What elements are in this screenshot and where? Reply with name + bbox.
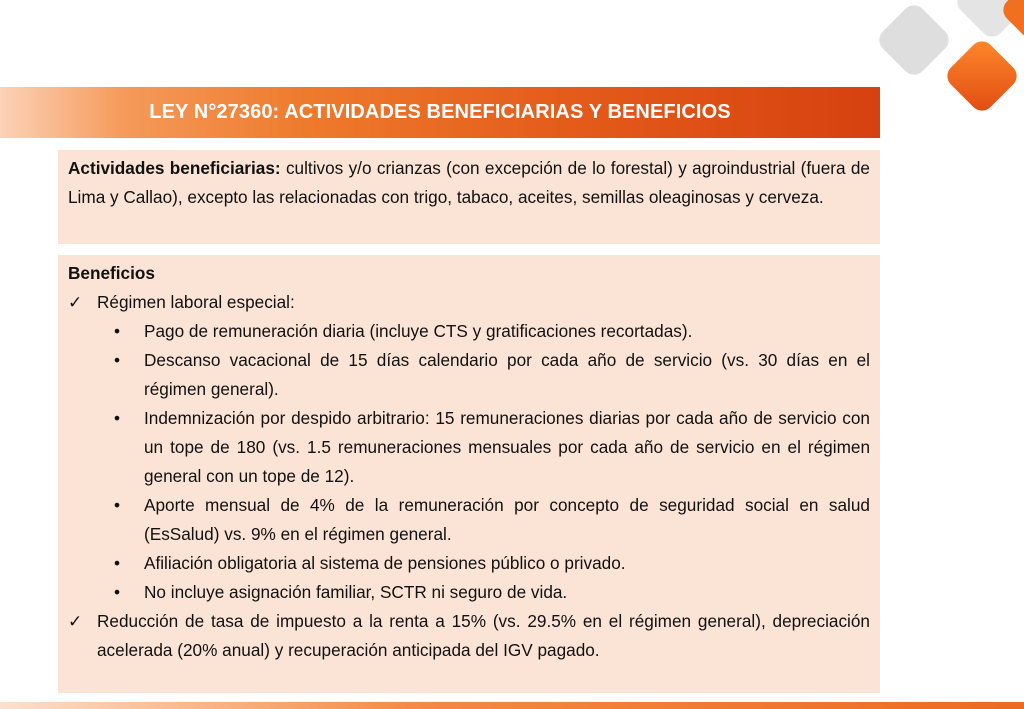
bullet-icon: • [114,495,121,515]
checkmark-icon: ✓ [68,292,83,312]
actividades-box [58,150,880,244]
bullet-icon: • [114,553,121,573]
list-item [68,578,870,607]
bullet-text: Descanso vacacional de 15 días calendario por cada año de servicio (vs. 30 días en el régimen general). [144,350,870,399]
reduccion-text: Reducción de tasa de impuesto a la renta a 15% (vs. 29.5% en el régimen general), depreciación acelerada (20% anual) y recuperación anticipada del IGV pagado. [97,611,870,660]
checkmark-icon: ✓ [68,611,83,631]
logo-orange-diamond [942,36,1021,115]
bullet-icon: • [114,321,121,341]
bullet-text: No incluye asignación familiar, SCTR ni seguro de vida. [144,582,568,602]
bullet-text: Indemnización por despido arbitrario: 15 remuneraciones diarias por cada año de servicio con un tope de 180 (vs. 1.5 remuneraciones mensuales por cada año de servicio en el régimen general con un tope de 12). [144,408,870,486]
title-banner [0,87,880,138]
list-item [68,404,870,491]
list-item [68,549,870,578]
logo-orange-diamond-top [998,0,1024,50]
bullet-text: Afiliación obligatoria al sistema de pensiones público o privado. [144,553,626,573]
bullet-icon: • [114,408,121,428]
beneficios-box [58,255,880,693]
footer-accent-bar [0,702,1024,709]
logo-gray-diamond [874,0,953,79]
beneficios-heading: Beneficios [68,263,155,283]
bullet-text: Aporte mensual de 4% de la remuneración por concepto de seguridad social en salud (EsSalud) vs. 9% en el régimen general. [144,495,870,544]
logo-gray-diamond-top [952,0,1024,42]
regimen-laboral-label: Régimen laboral especial: [97,292,295,312]
actividades-label: Actividades beneficiarias: [68,158,281,178]
check-item-regimen [68,288,870,317]
bullet-icon: • [114,350,121,370]
list-item [68,491,870,549]
page-title: LEY N°27360: ACTIVIDADES BENEFICIARIAS Y BENEFICIOS [149,101,731,123]
list-item [68,346,870,404]
bullet-text: Pago de remuneración diaria (incluye CTS y gratificaciones recortadas). [144,321,693,341]
check-item-reduccion [68,607,870,665]
actividades-text: cultivos y/o crianzas (con excepción de lo forestal) y agroindustrial (fuera de Lima y Callao), excepto las relacionadas con trigo, tabaco, aceites, semillas oleaginosas y cerveza. [68,158,870,207]
list-item [68,317,870,346]
bullet-icon: • [114,582,121,602]
